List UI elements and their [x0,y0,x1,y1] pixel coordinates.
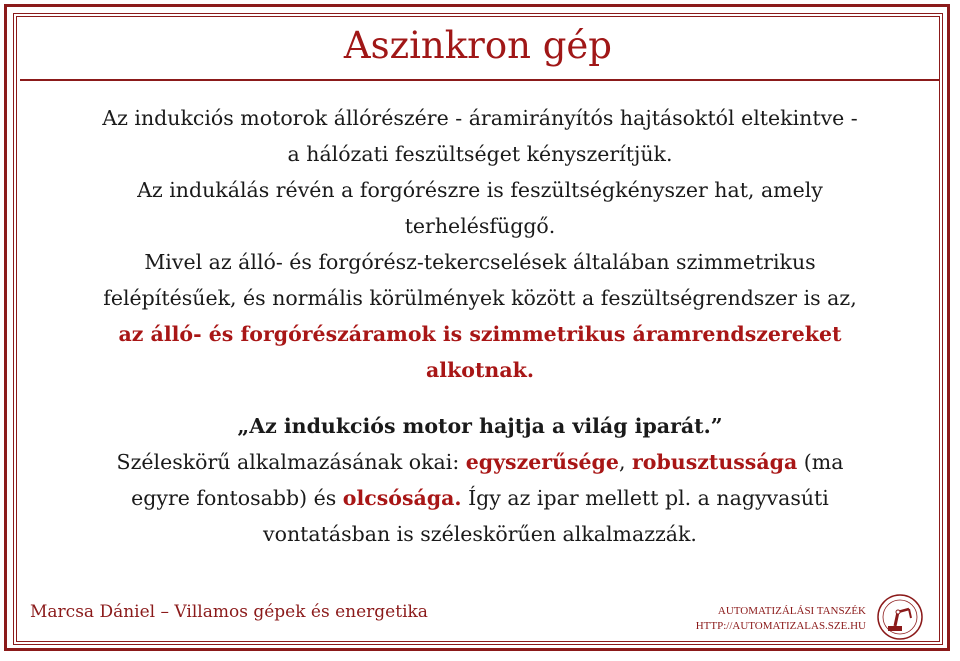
slide-body [24,100,936,552]
reasons-prefix: Széleskörű alkalmazásának okai: [116,450,466,474]
department-name: AUTOMATIZÁLÁSI TANSZÉK [717,605,866,617]
highlight-line: alkotnak. [426,358,534,382]
highlight-line: az álló- és forgórészáramok is szimmetrikus áramrendszereket [118,322,842,346]
slide-title: Aszinkron gép [343,24,612,67]
body-line: felépítésűek, és normális körülmények között a feszültségrendszer is az, [103,286,857,310]
body-line: Az indukálás révén a forgórészre is feszültségkényszer hat, amely [137,178,823,202]
reason-cheapness: olcsósága. [342,486,462,510]
body-line: terhelésfüggő. [404,214,556,238]
reasons-line-2-suffix: Így az ipar mellett pl. a nagyvasúti [461,486,829,510]
reasons-suffix: (ma [797,450,844,474]
title-divider [20,79,940,81]
footer-author: Marcsa Dániel – Villamos gépek és energetika [30,602,428,622]
paragraph-gap [24,388,936,408]
reasons-separator: , [618,450,632,474]
robot-arm-logo-icon [872,592,928,642]
footer-department [696,604,866,634]
body-line: Az indukciós motorok állórészére - áramirányítós hajtásoktól eltekintve - [102,106,858,130]
body-line: Mivel az álló- és forgórész-tekercselések általában szimmetrikus [144,250,816,274]
body-line: vontatásban is széleskörűen alkalmazzák. [263,522,697,546]
reasons-line-2 [24,480,936,516]
reason-robustness: robusztussága [631,450,798,474]
reasons-line-2-prefix: egyre fontosabb) és [131,486,343,510]
motto-line: „Az indukciós motor hajtja a világ iparát.” [237,414,723,438]
body-line: a hálózati feszültséget kényszerítjük. [287,142,673,166]
reason-simplicity: egyszerűsége [465,450,619,474]
department-url[interactable]: HTTP://AUTOMATIZALAS.SZE.HU [695,620,866,632]
reasons-line [24,444,936,480]
